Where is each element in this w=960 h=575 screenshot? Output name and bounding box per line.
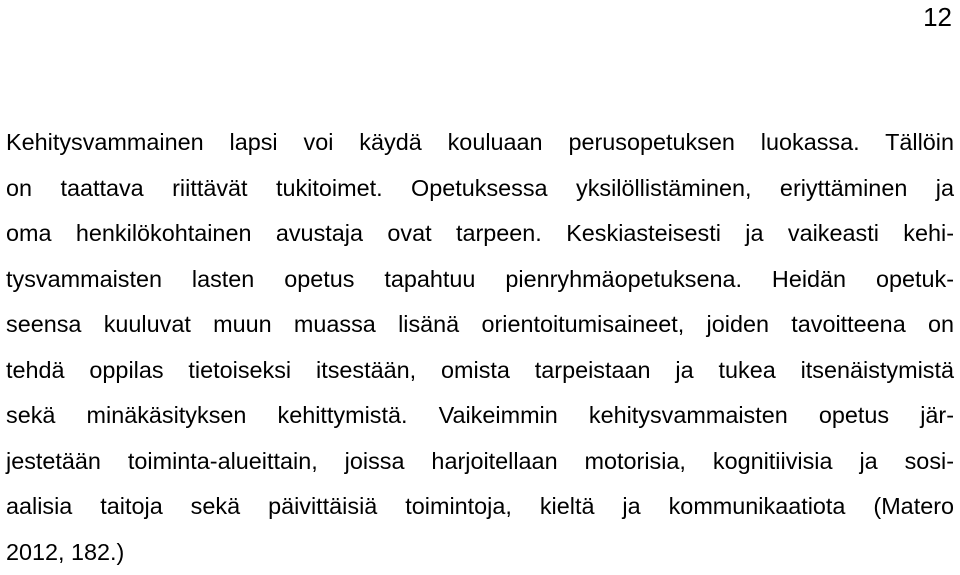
paragraph-line: sekä minäkäsityksen kehittymistä. Vaikeimmin kehitysvammaisten opetus jär- <box>6 402 954 428</box>
page-number: 12 <box>923 2 952 32</box>
paragraph-line: tysvammaisten lasten opetus tapahtuu pienryhmäopetuksena. Heidän opetuk- <box>6 265 954 292</box>
paragraph-line: oma henkilökohtainen avustaja ovat tarpeen. Keskiasteisesti ja vaikeasti kehi- <box>6 220 954 246</box>
body-paragraph <box>6 120 954 575</box>
paragraph-line: on taattava riittävät tukitoimet. Opetuksessa yksilöllistäminen, eriyttäminen ja <box>6 174 954 201</box>
paragraph-line: tehdä oppilas tietoiseksi itsestään, omista tarpeistaan ja tukea itsenäistymistä <box>6 356 954 383</box>
paragraph-line: jestetään toiminta-alueittain, joissa harjoitellaan motorisia, kognitiivisia ja sosi- <box>6 447 954 474</box>
paragraph-line: seensa kuuluvat muun muassa lisänä orientoitumisaineet, joiden tavoitteena on <box>6 311 954 337</box>
paragraph-line-last: 2012, 182.) <box>6 538 125 565</box>
paragraph-line: Kehitysvammainen lapsi voi käydä kouluaan perusopetuksen luokassa. Tällöin <box>6 129 954 155</box>
paragraph-line: aalisia taitoja sekä päivittäisiä toimintoja, kieltä ja kommunikaatiota (Matero <box>6 493 954 519</box>
